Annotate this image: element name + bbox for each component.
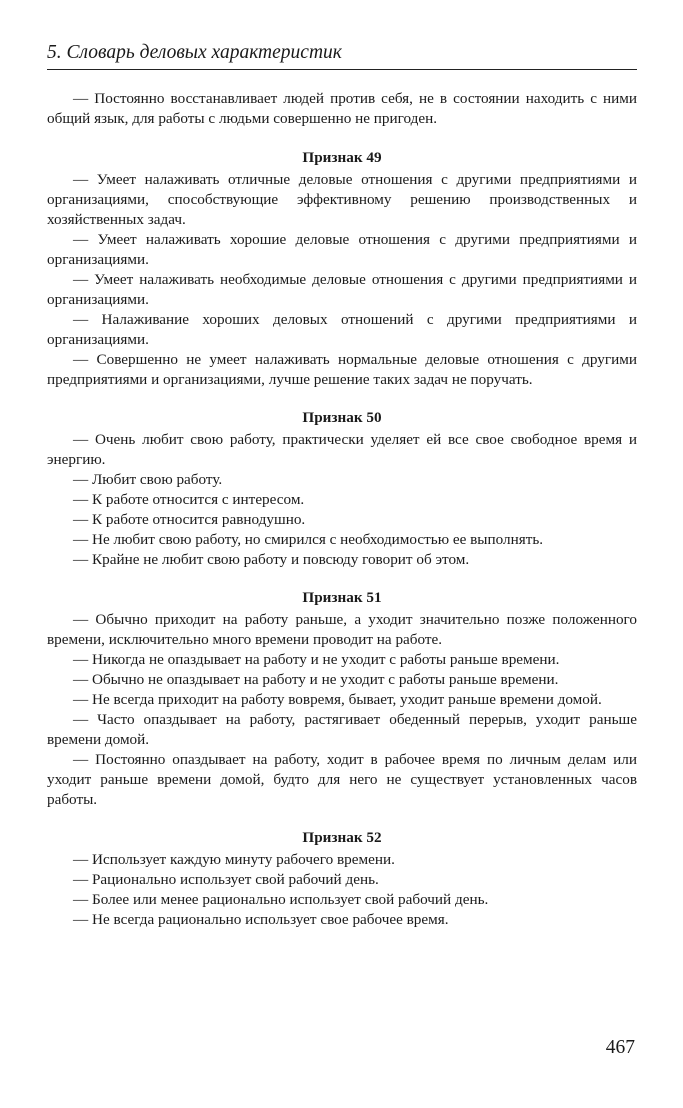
list-item: — Крайне не любит свою работу и повсюду говорит об этом. bbox=[73, 551, 470, 568]
section-title: Признак 50 bbox=[302, 409, 382, 426]
running-header: 5. Словарь деловых характеристик bbox=[47, 42, 342, 63]
list-item: — Рационально использует свой рабочий день. bbox=[73, 871, 379, 888]
list-item: — Обычно приходит на работу раньше, а уходит значительно позже положенного времени, исключительно много времени проводит на работе. bbox=[47, 611, 637, 648]
list-item: — Умеет налаживать отличные деловые отношения с другими предприятиями и организациями, способствующие эффективному решению производственных и хозяйственных задач. bbox=[47, 171, 637, 228]
list-item: — Очень любит свою работу, практически уделяет ей все свое свободное время и энергию. bbox=[47, 431, 637, 468]
list-item: — Умеет налаживать хорошие деловые отношения с другими предприятиями и организациями. bbox=[47, 231, 637, 268]
list-item: — Использует каждую минуту рабочего времени. bbox=[73, 851, 395, 868]
list-item: — Умеет налаживать необходимые деловые отношения с другими предприятиями и организациями. bbox=[47, 271, 637, 308]
section-49 bbox=[47, 148, 637, 390]
list-item: — Никогда не опаздывает на работу и не уходит с работы раньше времени. bbox=[73, 651, 560, 668]
header-rule bbox=[47, 69, 637, 70]
section-title: Признак 52 bbox=[302, 829, 382, 846]
page-body bbox=[47, 89, 637, 930]
list-item: — Не всегда приходит на работу вовремя, бывает, уходит раньше времени домой. bbox=[73, 691, 602, 708]
section-52 bbox=[47, 828, 637, 930]
section-title: Признак 49 bbox=[302, 149, 382, 166]
list-item: — Не любит свою работу, но смирился с необходимостью ее выполнять. bbox=[73, 531, 544, 548]
list-item: — Обычно не опаздывает на работу и не уходит с работы раньше времени. bbox=[73, 671, 559, 688]
list-item: — Налаживание хороших деловых отношений с другими предприятиями и организациями. bbox=[47, 311, 637, 348]
list-item: — К работе относится равнодушно. bbox=[73, 511, 306, 528]
list-item: — Любит свою работу. bbox=[73, 471, 223, 488]
intro-paragraph: — Постоянно восстанавливает людей против себя, не в состоянии находить с ними общий язык, для работы с людьми совершенно не пригоден. bbox=[47, 90, 637, 127]
list-item: — Совершенно не умеет налаживать нормальные деловые отношения с другими предприятиями и организациями, лучше решение таких задач не поручать. bbox=[47, 351, 637, 388]
list-item: — Постоянно опаздывает на работу, ходит в рабочее время по личным делам или уходит раньше времени домой, будто для него не существует установленных часов работы. bbox=[47, 751, 637, 808]
section-50 bbox=[47, 408, 637, 570]
section-51 bbox=[47, 588, 637, 810]
list-item: — Часто опаздывает на работу, растягивает обеденный перерыв, уходит раньше времени домой. bbox=[47, 711, 637, 748]
section-title: Признак 51 bbox=[302, 589, 382, 606]
page-number: 467 bbox=[605, 1037, 635, 1058]
list-item: — Не всегда рационально использует свое рабочее время. bbox=[73, 911, 449, 928]
list-item: — Более или менее рационально использует свой рабочий день. bbox=[73, 891, 489, 908]
list-item: — К работе относится с интересом. bbox=[73, 491, 305, 508]
